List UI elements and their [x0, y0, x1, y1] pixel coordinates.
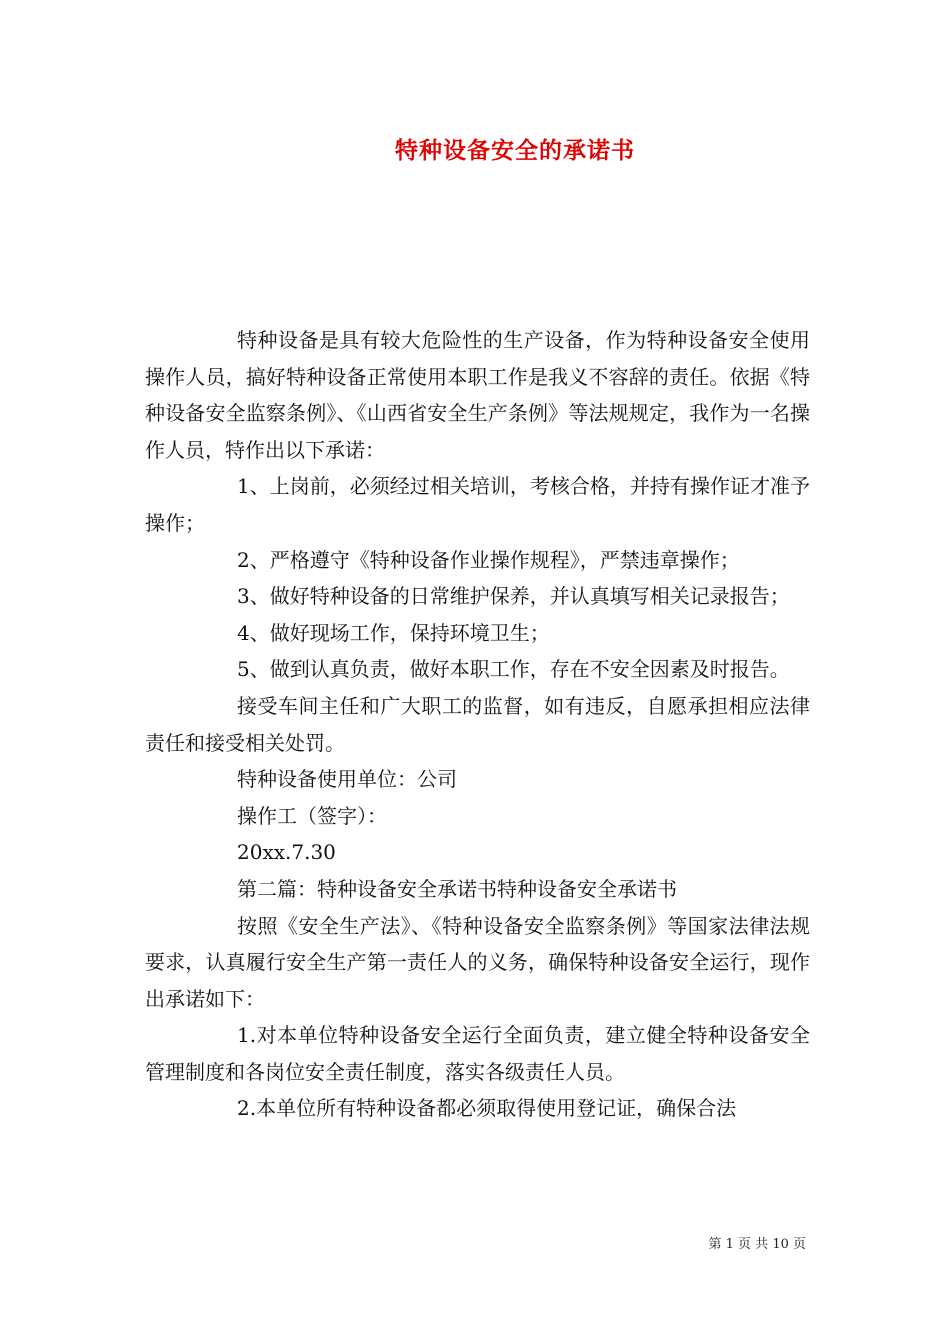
paragraph-intro: 特种设备是具有较大危险性的生产设备，作为特种设备安全使用操作人员，搞好特种设备正常使用本职工作是我义不容辞的责任。依据《特种设备安全监察条例》、《山西省安全生产条例》等法规规定，我作为一名操作人员，特作出以下承诺：: [145, 328, 810, 462]
page-number: 第 1 页 共 10 页: [708, 1237, 806, 1252]
paragraph-section-two-intro: 按照《安全生产法》、《特种设备安全监察条例》等国家法律法规要求，认真履行安全生产第一责任人的义务，确保特种设备安全运行，现作出承诺如下：: [145, 913, 810, 1011]
paragraph-signature: 操作工（签字）：: [237, 803, 387, 828]
paragraph-item-3: 3、做好特种设备的日常维护保养，并认真填写相关记录报告；: [237, 584, 790, 609]
paragraph-section-two-item-1: 1.对本单位特种设备安全运行全面负责，建立健全特种设备安全管理制度和各岗位安全责任制度，落实各级责任人员。: [145, 1023, 810, 1084]
paragraph-item-2: 2、严格遵守《特种设备作业操作规程》，严禁违章操作；: [237, 547, 740, 572]
paragraph-date: 20xx.7.30: [237, 840, 336, 865]
paragraph-item-1: 1、上岗前，必须经过相关培训，考核合格，并持有操作证才准予操作；: [145, 474, 810, 535]
paragraph-item-4: 4、做好现场工作，保持环境卫生；: [237, 620, 550, 645]
paragraph-item-5: 5、做到认真负责，做好本职工作，存在不安全因素及时报告。: [237, 657, 790, 682]
paragraph-supervision: 接受车间主任和广大职工的监督，如有违反，自愿承担相应法律责任和接受相关处罚。: [145, 693, 810, 755]
document-title: 特种设备安全的承诺书: [395, 137, 635, 164]
paragraph-section-two-heading: 第二篇：特种设备安全承诺书特种设备安全承诺书: [237, 876, 677, 901]
paragraph-section-two-item-2: 2.本单位所有特种设备都必须取得使用登记证，确保合法: [237, 1096, 737, 1121]
document-body: [145, 322, 810, 1127]
paragraph-unit: 特种设备使用单位：公司: [237, 767, 457, 792]
